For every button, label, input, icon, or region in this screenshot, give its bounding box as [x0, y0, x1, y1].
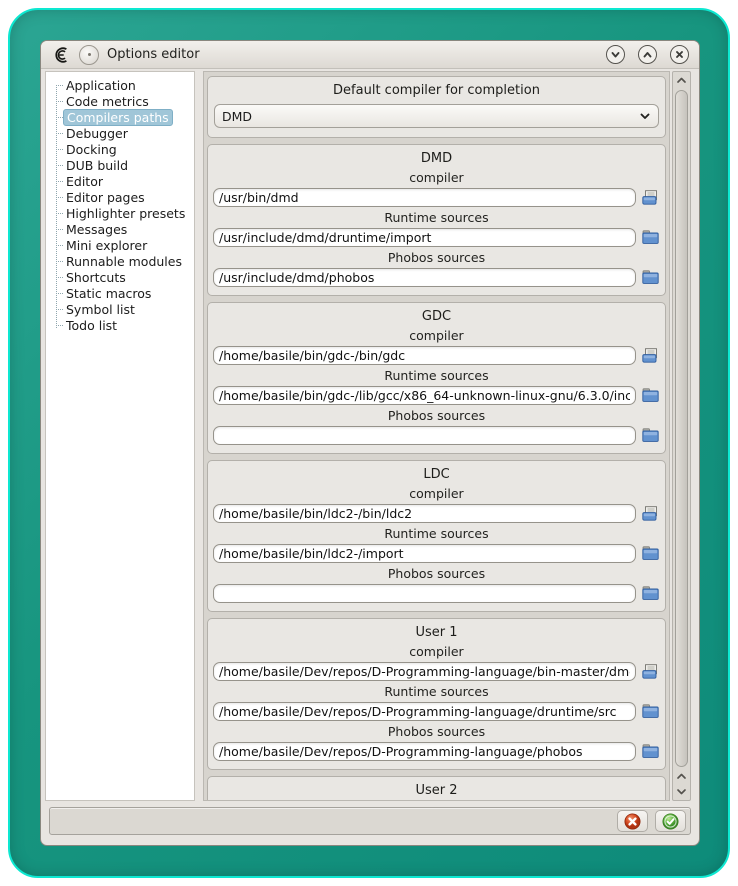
- minimize-button[interactable]: [606, 45, 625, 64]
- group-title: LDC: [423, 467, 450, 482]
- accept-icon: [662, 813, 679, 830]
- close-icon: [674, 49, 685, 60]
- splitter[interactable]: [195, 71, 203, 801]
- scrollbar-down-button[interactable]: [674, 784, 689, 799]
- field-row: [213, 661, 660, 681]
- sidebar-item-label: Mini explorer: [66, 237, 148, 253]
- user-1-phobos-sources-input[interactable]: [213, 742, 636, 761]
- window-title: Options editor: [107, 47, 200, 62]
- tree-connector: [56, 229, 63, 230]
- sidebar-item-dub-build[interactable]: [48, 157, 192, 173]
- default-compiler-select[interactable]: [214, 104, 659, 128]
- cancel-icon: [624, 813, 641, 830]
- sidebar-item-label: DUB build: [66, 157, 129, 173]
- tree-connector: [56, 309, 63, 310]
- tree-connector: [56, 149, 63, 150]
- sidebar-item-label: Messages: [66, 221, 128, 237]
- field-label-compiler: compiler: [409, 328, 464, 343]
- sidebar-item-runnable-modules[interactable]: [48, 253, 192, 269]
- window-menu-button[interactable]: [79, 45, 99, 65]
- gdc-runtime-sources-input[interactable]: [213, 386, 636, 405]
- field-label-phobos-sources: Phobos sources: [387, 250, 486, 265]
- sidebar-item-label: Todo list: [66, 317, 118, 333]
- gdc-phobos-sources-input[interactable]: [213, 426, 636, 445]
- open-file-icon: [642, 664, 659, 679]
- tree-connector: [56, 293, 63, 294]
- field-label-compiler: compiler: [409, 644, 464, 659]
- folder-icon: [642, 428, 659, 442]
- dmd-compiler-input[interactable]: [213, 188, 636, 207]
- field-label-runtime-sources: Runtime sources: [384, 368, 489, 383]
- tree-connector: [56, 133, 63, 134]
- browse-folder-button[interactable]: [641, 229, 660, 246]
- default-compiler-group: [207, 76, 666, 138]
- field-row: [213, 701, 660, 721]
- tree-connector: [56, 85, 63, 86]
- scrollbar-up-button[interactable]: [674, 73, 689, 88]
- sidebar-item-label: Highlighter presets: [66, 205, 186, 221]
- sidebar-item-editor[interactable]: [48, 173, 192, 189]
- ldc-compiler-input[interactable]: [213, 504, 636, 523]
- chevron-up-icon: [676, 772, 687, 781]
- ldc-runtime-sources-input[interactable]: [213, 544, 636, 563]
- cancel-button[interactable]: [617, 810, 648, 832]
- chevron-up-icon: [642, 49, 653, 60]
- tree-connector: [56, 325, 63, 326]
- browse-folder-button[interactable]: [641, 427, 660, 444]
- sidebar-item-label: Compilers paths: [63, 109, 173, 126]
- field-row: [213, 267, 660, 287]
- dmd-phobos-sources-input[interactable]: [213, 268, 636, 287]
- coedit-logo-icon: [51, 45, 71, 65]
- group-title: Default compiler for completion: [333, 83, 540, 98]
- tree-connector: [56, 117, 63, 118]
- open-file-icon: [642, 348, 659, 363]
- sidebar-item-shortcuts[interactable]: [48, 269, 192, 285]
- browse-folder-button[interactable]: [641, 387, 660, 404]
- field-row: [213, 503, 660, 523]
- field-label-phobos-sources: Phobos sources: [387, 408, 486, 423]
- group-title: User 2: [415, 783, 458, 798]
- field-label-compiler: compiler: [409, 486, 464, 501]
- sidebar-item-highlighter-presets[interactable]: [48, 205, 192, 221]
- maximize-button[interactable]: [638, 45, 657, 64]
- field-label-runtime-sources: Runtime sources: [384, 684, 489, 699]
- titlebar[interactable]: [41, 41, 699, 69]
- tree-connector: [56, 277, 63, 278]
- open-file-button[interactable]: [641, 347, 660, 364]
- tree-connector: [56, 213, 63, 214]
- group-title: User 1: [415, 625, 458, 640]
- sidebar-item-messages[interactable]: [48, 221, 192, 237]
- sidebar-item-label: Shortcuts: [66, 269, 126, 285]
- sidebar-item-label: Application: [66, 77, 136, 93]
- sidebar-item-todo-list[interactable]: [48, 317, 192, 333]
- ldc-phobos-sources-input[interactable]: [213, 584, 636, 603]
- sidebar-item-mini-explorer[interactable]: [48, 237, 192, 253]
- field-label-runtime-sources: Runtime sources: [384, 526, 489, 541]
- compiler-group-user-1: [207, 618, 666, 770]
- field-label-phobos-sources: Phobos sources: [387, 566, 486, 581]
- footer-wrap: [41, 801, 699, 845]
- compiler-groups: [207, 144, 666, 801]
- compiler-group-gdc: [207, 302, 666, 454]
- group-title: DMD: [420, 151, 453, 166]
- close-button[interactable]: [670, 45, 689, 64]
- sidebar-item-code-metrics[interactable]: [48, 93, 192, 109]
- sidebar-item-docking[interactable]: [48, 141, 192, 157]
- sidebar-item-label: Debugger: [66, 125, 128, 141]
- user-1-runtime-sources-input[interactable]: [213, 702, 636, 721]
- sidebar-item-static-macros[interactable]: [48, 285, 192, 301]
- browse-folder-button[interactable]: [641, 703, 660, 720]
- folder-icon: [642, 388, 659, 402]
- folder-icon: [642, 586, 659, 600]
- sidebar-tree: [48, 77, 192, 333]
- field-row: [213, 425, 660, 445]
- tree-connector: [56, 165, 63, 166]
- field-row: [213, 187, 660, 207]
- sidebar-item-debugger[interactable]: [48, 125, 192, 141]
- compiler-group-dmd: [207, 144, 666, 296]
- field-row: [213, 385, 660, 405]
- field-row: [213, 345, 660, 365]
- sidebar-item-label: Symbol list: [66, 301, 135, 317]
- sidebar-item-label: Runnable modules: [66, 253, 182, 269]
- accept-button[interactable]: [655, 810, 686, 832]
- dialog-button-bar: [49, 807, 691, 835]
- compiler-group-ldc: [207, 460, 666, 612]
- scrollbar-up-button-secondary[interactable]: [674, 769, 689, 784]
- folder-icon: [642, 704, 659, 718]
- sidebar-item-label: Code metrics: [66, 93, 149, 109]
- open-file-icon: [642, 190, 659, 205]
- folder-icon: [642, 230, 659, 244]
- field-label-runtime-sources: Runtime sources: [384, 210, 489, 225]
- field-label-compiler: compiler: [409, 170, 464, 185]
- category-sidebar: [45, 71, 195, 801]
- tree-connector: [56, 261, 63, 262]
- scrollbar-thumb[interactable]: [675, 90, 688, 767]
- sidebar-item-label: Docking: [66, 141, 117, 157]
- compiler-group-user-2: [207, 776, 666, 801]
- browse-folder-button[interactable]: [641, 269, 660, 286]
- tree-connector: [56, 197, 63, 198]
- open-file-button[interactable]: [641, 663, 660, 680]
- browse-folder-button[interactable]: [641, 585, 660, 602]
- chevron-down-icon: [676, 787, 687, 796]
- sidebar-item-editor-pages[interactable]: [48, 189, 192, 205]
- sidebar-item-compilers-paths[interactable]: [48, 109, 192, 125]
- gdc-compiler-input[interactable]: [213, 346, 636, 365]
- open-file-button[interactable]: [641, 505, 660, 522]
- chevron-up-icon: [676, 76, 687, 85]
- field-label-phobos-sources: Phobos sources: [387, 724, 486, 739]
- scrollbar-track[interactable]: [674, 88, 689, 769]
- tree-connector: [56, 101, 63, 102]
- group-title: GDC: [421, 309, 452, 324]
- folder-icon: [642, 270, 659, 284]
- folder-icon: [642, 744, 659, 758]
- sidebar-item-label: Editor: [66, 173, 103, 189]
- chevron-down-icon: [639, 110, 651, 122]
- window-menu-dot-icon: [88, 53, 91, 56]
- sidebar-item-label: Static macros: [66, 285, 152, 301]
- open-file-icon: [642, 506, 659, 521]
- field-row: [213, 227, 660, 247]
- field-row: [213, 741, 660, 761]
- selected-compiler-value: DMD: [222, 108, 253, 124]
- browse-folder-button[interactable]: [641, 743, 660, 760]
- compilers-paths-panel: [203, 71, 670, 801]
- field-row: [213, 583, 660, 603]
- content-row: [41, 69, 699, 801]
- vertical-scrollbar[interactable]: [672, 71, 691, 801]
- open-file-button[interactable]: [641, 189, 660, 206]
- sidebar-item-label: Editor pages: [66, 189, 145, 205]
- tree-connector: [56, 181, 63, 182]
- sidebar-item-symbol-list[interactable]: [48, 301, 192, 317]
- user-1-compiler-input[interactable]: [213, 662, 636, 681]
- folder-icon: [642, 546, 659, 560]
- dmd-runtime-sources-input[interactable]: [213, 228, 636, 247]
- field-row: [213, 543, 660, 563]
- options-editor-window: [40, 40, 700, 846]
- tree-connector: [56, 245, 63, 246]
- sidebar-item-application[interactable]: [48, 77, 192, 93]
- chevron-down-icon: [610, 49, 621, 60]
- browse-folder-button[interactable]: [641, 545, 660, 562]
